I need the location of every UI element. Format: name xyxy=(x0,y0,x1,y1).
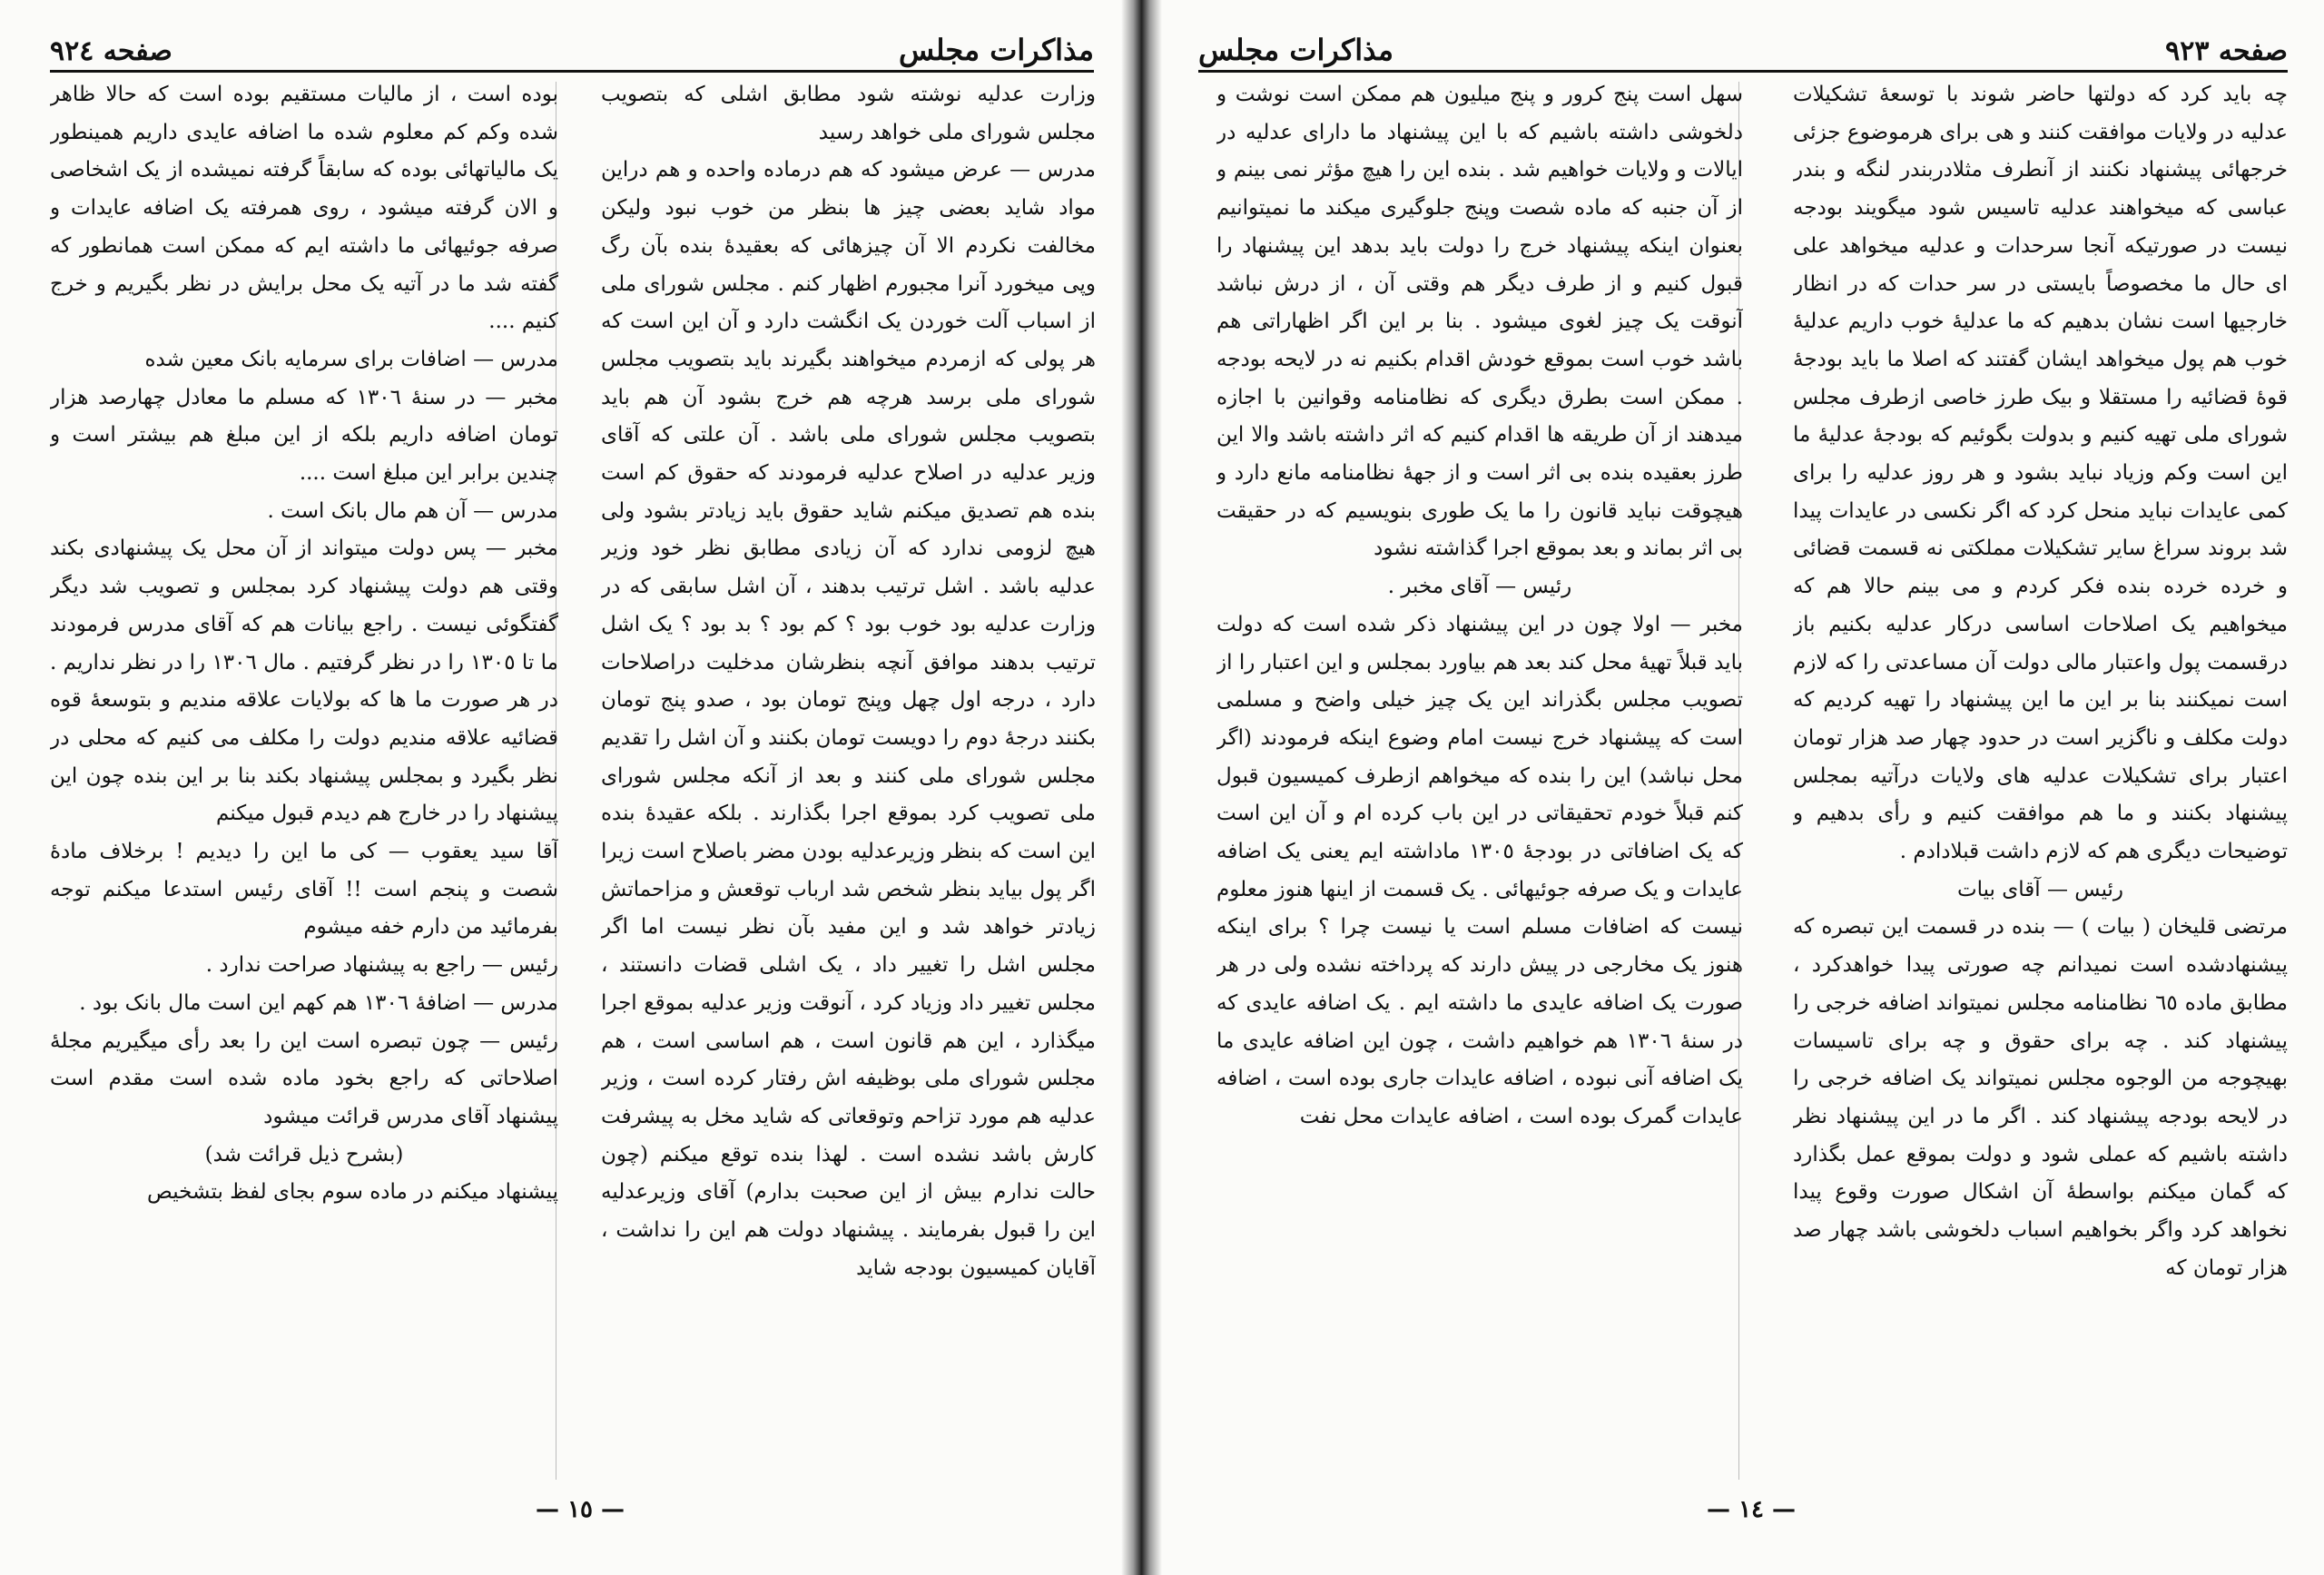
page-number-label: صفحه ٩٢٣ xyxy=(2165,35,2288,67)
paragraph: رئیس — چون تبصره است این را بعد رأی میگیریم مجلهٔ اصلاحاتی که راجع بخود ماده شده است مقدم است پیشنهاد آقای مدرس قرائت میشود xyxy=(50,1029,558,1128)
paragraph: چه باید کرد که دولتها حاضر شوند با توسعهٔ تشکیلات عدلیه در ولایات موافقت کنند و هی برای هرموضوع جزئی خرجهائی پیشنهاد نکنند از آنطرف مثلادربندر لنگه و بندر عباسی که میخواهند عدلیه تاسیس شود میگویند بودجه نیست در صورتیکه آنجا سرحدات و عدلیه میخواهد علی ای حال ما مخصوصاً بایستی در سر حدات که در انظار خارجیها است نشان بدهیم که ما عدلیهٔ خوب داریم عدلیهٔ خوب هم پول میخواهد ایشان گفتند که اصلا ما باید بودجهٔ قوهٔ قضائیه را مستقلا و بیک طرز خاصی ازطرف مجلس شورای ملی تهیه کنیم و بدولت بگوئیم که بودجهٔ عدلیهٔ ما این است وکم وزیاد نباید بشود و هر روز عدلیه را برای کمی عایدات نباید منحل کرد که اگر نکسی در عایدات پیدا شد بروند سراغ سایر تشکیلات مملکتی نه قسمت قضائی و خرده خرده بنده فکر کردم و می بینم حالا هم که میخواهیم یک اصلاحات اساسی درکار عدلیه بکنیم باز درقسمت پول واعتبار مالی دولت آن مساعدتی را که لازم است نمیکنند بنا بر این ما این پیشنهاد را تهیه کردیم که دولت مکلف و ناگزیر است در حدود چهار صد هزار تومان اعتبار برای تشکیلات عدلیه های ولایات درآتیه بمجلس پیشنهاد بکنند و ما هم موافقت کنیم و رأی بدهیم و توضیحات دیگری هم که لازم داشت قبلادادم . xyxy=(1793,83,2288,864)
header-rule xyxy=(50,70,1094,73)
right-page xyxy=(1162,0,2324,1575)
paragraph: سهل است پنج کرور و پنج میلیون هم ممکن است نوشت و دلخوشی داشته باشیم که با این پیشنهاد ما دارای عدلیه در ایالات و ولایات خواهیم شد . بنده این را هیچ مؤثر نمی بینم و از آن جنبه که ماده شصت وپنج جلوگیری میکند ما نمیتوانیم بعنوان اینکه پیشنهاد خرج را دولت باید بدهد این پیشنهاد را قبول کنیم و از طرف دیگر هم وقتی آن ، از درش نباشد آنوقت یک چیز لغوی میشود . بنا بر این اگر اظهاراتی هم باشد خوب است بموقع خودش اقدام بکنیم نه در لایحه بودجه . ممکن است بطرق دیگری که نظامنامه وقوانین با اجازه میدهند از آن طریقه ها اقدام کنیم که اثر داشته باشد والا این طرز بعقیده بنده بی اثر است و از جههٔ نظامنامه مانع دارد و هیچوقت نباید قانون را ما یک طوری بنویسیم که در حقیقت بی اثر بماند و بعد بموقع اجرا گذاشته نشود xyxy=(1216,83,1743,561)
paragraph: مدرس — عرض میشود که هم درماده واحده و هم دراین مواد شاید بعضی چیز ها بنظر من خوب نبود ولیکن مخالفت نکردم الا آن چیزهائی که بعقیدهٔ بنده بآن رگ وپی میخورد آنرا مجبورم اظهار کنم . مجلس شورای ملی از اسباب آلت خوردن یک انگشت دارد و آن این است که هر پولی که ازمردم میخواهند بگیرند باید بتصویب مجلس شورای ملی برسد هرچه هم خرج بشود آن هم باید بتصویب مجلس شورای ملی باشد . آن علتی که آقای وزیر عدلیه در اصلاح عدلیه فرمودند که حقوق کم است بنده هم تصدیق میکنم شاید حقوق باید زیادتر بشود ولی هیچ لزومی ندارد که آن زیادی مطابق نظر خود وزیر عدلیه باشد . اشل ترتیب بدهند ، آن اشل سابقی که در وزارت عدلیه بود خوب بود ؟ کم بود ؟ بد بود ؟ یک اشل ترتیب بدهند موافق آنچه بنظرشان مدخلیت دراصلاحات دارد ، درجه اول چهل وپنج تومان بود ، صدو پنج تومان بکنند درجهٔ دوم را دویست تومان بکنند و آن اشل را تقدیم مجلس شورای ملی کنند و بعد از آنکه مجلس شورای ملی تصویب کرد بموقع اجرا بگذارند . بلکه عقیدهٔ بنده این است که بنظر وزیرعدلیه بودن مضر باصلاح است زیرا اگر پول بیاید بنظر شخص شد ارباب توقعش و مزاحماتش زیادتر خواهد شد و این مفید بآن نظر نیست اما اگر مجلس اشل را تغییر داد ، یک اشلی قضات دانستند ، مجلس تغییر داد وزیاد کرد ، آنوقت وزیر عدلیه بموقع اجرا میگذارد ، این هم قانون است ، هم اساسی است ، هم مجلس شورای ملی بوظیفه اش رفتار کرده است ، وزیر عدلیه هم مورد تزاحم وتوقعاتی که شاید مخل به پیشرفت کارش باشد نشده است . لهذا بنده توقع میکنم (چون حالت ندارم بیش از این صحبت بدارم) آقای وزیرعدلیه این را قبول بفرمایند . پیشنهاد دولت هم این را نداشت ، آقایان کمیسیون بودجه شاید xyxy=(601,158,1096,1280)
book-gutter xyxy=(1121,0,1162,1575)
text-column-left xyxy=(50,76,558,1479)
text-column-right xyxy=(601,76,1096,1479)
paragraph: وزارت عدلیه نوشته شود مطابق اشلی که بتصویب مجلس شورای ملی خواهد رسید xyxy=(601,83,1096,144)
reading-note: (بشرح ذیل قرائت شد) xyxy=(204,1142,404,1166)
text-column-left xyxy=(1216,76,1743,1479)
paragraph: بوده است ، از مالیات مستقیم بوده است که حالا ظاهر شده وکم کم معلوم شده ما اضافه عایدی داریم همینطور یک مالیاتهائی بوده که سابقاً گرفته نمیشده از یک اشخاصی و الان گرفته میشود ، روی همرفته یک اضافه عایدات و صرفه جوئیهائی ما داشته ایم که ممکن است همانطور که گفته شد ما در آتیه یک محل برایش در نظر بگیریم و خرج کنیم .... xyxy=(50,83,558,334)
running-header xyxy=(1198,24,2288,67)
speaker-line: رئیس — آقای بیات xyxy=(1956,877,2124,901)
left-page xyxy=(0,0,1121,1575)
page-number-label: صفحه ٩٢٤ xyxy=(50,35,172,67)
header-rule xyxy=(1198,70,2288,73)
page-folio: — ١٤ — xyxy=(1707,1496,1797,1523)
paragraph: مخبر — اولا چون در این پیشنهاد ذکر شده است که دولت باید قبلاً تهیهٔ محل کند بعد هم بیاورد بمجلس و این اعتبار را از تصویب مجلس بگذراند این یک چیز خیلی واضح و مسلمی است که پیشنهاد خرج نیست امام وضوع اینکه فرمودند (اگر محل نباشد) این را بنده که میخواهم ازطرف کمیسیون قبول کنم قبلاً خودم تحقیقاتی در این باب کرده ام و آن این است که یک اضافاتی در بودجهٔ ١٣٠٥ ماداشته ایم یعنی یک اضافه عایدات و یک صرفه جوئیهائی . یک قسمت از اینها هنوز معلوم نیست که اضافات مسلم است یا نیست چرا ؟ برای اینکه هنوز یک مخارجی در پیش دارند که پرداخته نشده ولی در هر صورت یک اضافه عایدی ما داشته ایم . یک اضافه عایدی که در سنهٔ ١٣٠٦ هم خواهیم داشت ، چون این اضافه عایدی ما یک اضافه آنی نبوده ، اضافه عایدات جاری بوده است ، اضافه عایدات گمرک بوده است ، اضافه عایدات محل نفت xyxy=(1216,612,1743,1128)
running-title: مذاکرات مجلس xyxy=(898,33,1094,67)
paragraph: مرتضی قلیخان ( بیات ) — بنده در قسمت این تبصره که پیشنهادشده است نمیدانم چه صورتی پیدا خواهدکرد ، مطابق ماده ٦٥ نظامنامه مجلس نمیتواند اضافه خرجی را پیشنهاد کند . چه برای حقوق و چه برای تاسیسات بهیچوجه من الوجوه مجلس نمیتواند یک اضافه خرجی را در لایحه بودجه پیشنهاد کند . اگر ما در این پیشنهاد نظر داشته باشیم که عملی شود و دولت بموقع عمل بگذارد که گمان میکنم بواسطهٔ آن اشکال صورت وقوع پیدا نخواهد کرد واگر بخواهیم اسباب دلخوشی باشد چهار صد هزار تومان که xyxy=(1793,915,2288,1280)
paragraph: مدرس — آن هم مال بانک است . xyxy=(267,498,558,523)
running-header xyxy=(50,24,1094,67)
paragraph: مخبر — در سنهٔ ١٣٠٦ که مسلم ما معادل چهارصد هزار تومان اضافه داریم بلکه از این مبلغ هم بیشتر است و چندین برابر این مبلغ است .... xyxy=(50,385,558,486)
paragraph: مخبر — پس دولت میتواند از آن محل یک پیشنهادی بکند وقتی هم دولت پیشنهاد کرد بمجلس و تصویب شد دیگر گفتگوئی نیست . راجع بیانات هم که آقای مدرس فرمودند ما تا ١٣٠٥ را در نظر گرفتیم . مال ١٣٠٦ را در نظر نداریم . در هر صورت ما ها که بولایات علاقه مندیم و بتوسعهٔ قوه قضائیه علاقه مندیم دولت را مکلف می کنیم که محلی در نظر بگیرد و بمجلس پیشنهاد بکند بنا بر این بنده چون این پیشنهاد را در خارج هم دیدم قبول میکنم xyxy=(50,536,558,826)
running-title: مذاکرات مجلس xyxy=(1198,33,1394,67)
paragraph: رئیس — راجع به پیشنهاد صراحت ندارد . xyxy=(205,953,558,978)
paragraph: مدرس — اضافهٔ ١٣٠٦ هم کهم این است مال بانک بود . xyxy=(79,990,558,1015)
paragraph: مدرس — اضافات برای سرمایه بانک معین شده xyxy=(144,347,558,371)
page-folio: — ١٥ — xyxy=(536,1496,625,1523)
paragraph: آقا سید یعقوب — کی ما این را دیدیم ! برخلاف مادهٔ شصت و پنجم است !! آقای رئیس استدعا میکنم توجه بفرمائید من دارم خفه میشوم xyxy=(50,840,558,940)
speaker-line: رئیس — آقای مخبر . xyxy=(1387,575,1572,599)
paragraph: پیشنهاد میکنم در ماده سوم بجای لفظ بتشخیص xyxy=(147,1180,558,1205)
text-column-right xyxy=(1793,76,2288,1479)
